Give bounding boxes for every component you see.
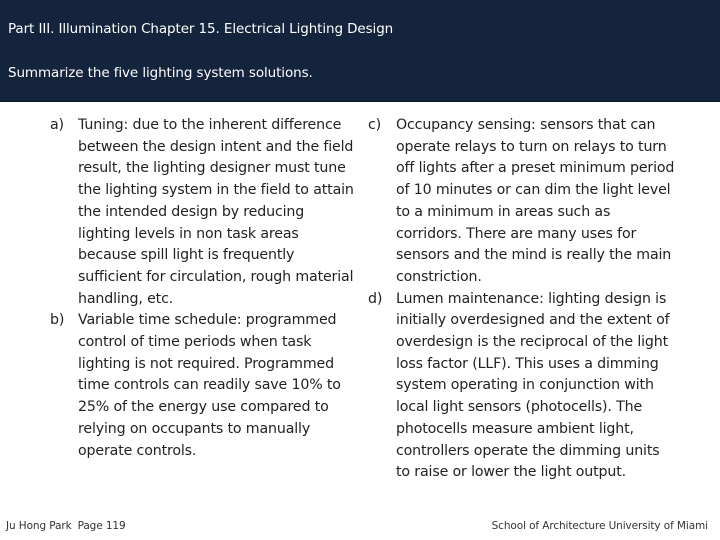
right-column [362,115,676,484]
item-text: Lumen maintenance: lighting design is initially overdesigned and the extent of overdesign is the reciprocal of the light loss factor (LLF). This uses a dimming system operating in conjunction with local light sensors (photocells). The photocells measure ambient light, controllers operate the dimming units to raise or lower the light output. [396,290,670,481]
list-item-b [44,310,354,462]
item-marker: d) [368,290,383,307]
item-text: Variable time schedule: programmed control of time periods when task lighting is not required. Programmed time controls can readily save 10% to 25% of the energy use compared to relying on occupants to manually operate controls. [78,312,341,459]
chapter-title: Part III. Illumination Chapter 15. Electrical Lighting Design [8,21,394,37]
list-item-c [362,115,676,289]
item-text: Occupancy sensing: sensors that can operate relays to turn on relays to turn off lights after a preset minimum period of 10 minutes or can dim the light level to a minimum in areas such as corridors. There are many uses for sensors and the mind is really the main constriction. [396,117,675,285]
left-column [44,115,354,462]
list-item-d [362,289,676,484]
footer-institution: School of Architecture University of Miami [491,520,708,532]
slide-subtitle: Summarize the five lighting system solutions. [8,65,313,81]
footer-page-number: Page 119 [77,520,126,532]
footer-author-page [6,520,126,532]
list-item-a [44,115,354,310]
item-marker: c) [368,117,382,133]
footer-author: Ju Hong Park [6,520,72,532]
item-text: Tuning: due to the inherent difference between the design intent and the field result, the lighting designer must tune the lighting system in the field to attain the intended design by reducing lighting levels in non task areas because spill light is frequently sufficient for circulation, rough material handling, etc. [78,117,354,307]
item-marker: b) [50,312,65,329]
slide-header [0,0,720,102]
item-marker: a) [50,117,64,133]
